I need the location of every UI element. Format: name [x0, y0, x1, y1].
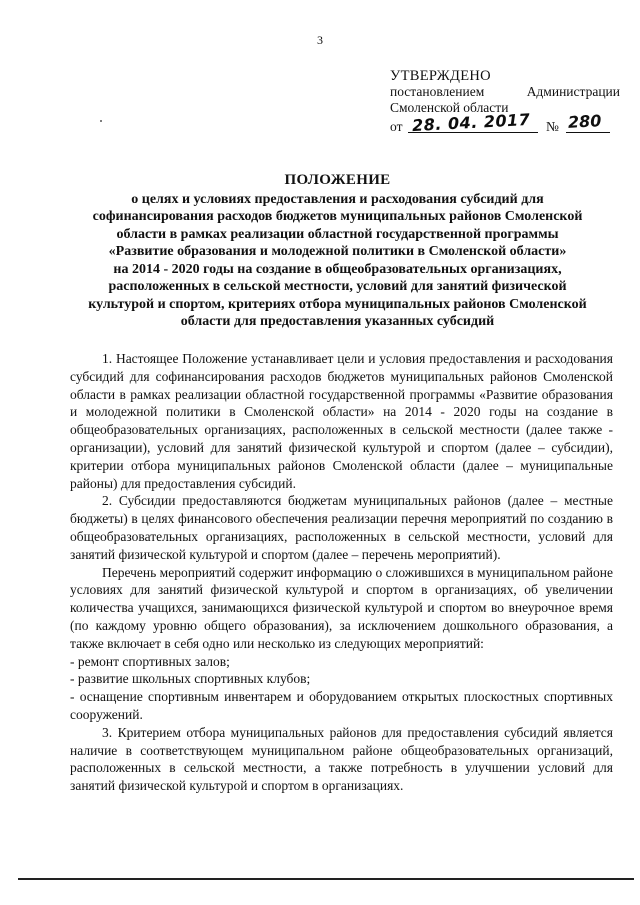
approval-block: [390, 68, 620, 137]
number-sign: №: [546, 119, 559, 134]
approval-administration-word: Администрации: [526, 84, 620, 99]
title-line: софинансирования расходов бюджетов муниципальных районов Смоленской: [92, 209, 583, 224]
title-heading: ПОЛОЖЕНИЕ: [284, 172, 391, 188]
approval-date-number-row: [390, 109, 620, 137]
paragraph-2: 2. Субсидии предоставляются бюджетам муниципальных районов (далее – местные бюджеты) в целях финансового обеспечения реализации перечня мероприятий по созданию в общеобразовательных организациях, расположенных в сельской местности, условий для занятий физической культурой и спортом (далее – перечень мероприятий).: [70, 493, 613, 562]
list-item: - ремонт спортивных залов;: [70, 653, 230, 669]
speck-mark: [100, 120, 102, 122]
title-line: расположенных в сельской местности, условий для занятий физической: [108, 279, 567, 294]
approval-date-prefix: от: [390, 119, 403, 134]
approval-resolution-word: постановлением: [390, 84, 485, 99]
title-line: о целях и условиях предоставления и расходования субсидий для: [131, 191, 544, 207]
paragraph-measures: Перечень мероприятий содержит информацию о сложившихся в муниципальном районе условиях для занятий физической культурой и спортом в организациях, об увеличении количества учащихся, занимающихся физической культурой и спортом во внеурочное время (по каждому уровню общего образования), за исключением дошкольного образования, а также включает в себя одно или несколько из следующих мероприятий:: [70, 564, 613, 651]
title-line: культурой и спортом, критериях отбора муниципальных районов Смоленской: [88, 296, 587, 312]
approval-title: УТВЕРЖДЕНО: [390, 68, 491, 84]
title-line: на 2014 - 2020 годы на создание в общеобразовательных организациях,: [113, 261, 562, 277]
paragraph-3: 3. Критерием отбора муниципальных районов для предоставления субсидий является наличие в соответствующем муниципальном районе общеобразовательных организаций, расположенных в сельской местности, а также потребность в улучшении условий для занятий физической культурой и спортом в организациях.: [70, 724, 613, 794]
approval-region: Смоленской области: [390, 100, 509, 115]
document-title: [55, 172, 620, 331]
bottom-rule: [18, 878, 634, 880]
number-underline: [566, 132, 610, 133]
title-line: «Развитие образования и молодежной политики в Смоленской области»: [108, 244, 567, 259]
list-item: - развитие школьных спортивных клубов;: [70, 671, 311, 687]
approval-line-1: [390, 84, 620, 100]
handwritten-number: 280: [567, 111, 602, 132]
page-number: 3: [317, 33, 323, 47]
handwritten-date: 28. 04. 2017: [411, 109, 531, 136]
paragraph-1: 1. Настоящее Положение устанавливает цели и условия предоставления и расходования субсидий для софинансирования расходов бюджетов муниципальных районов Смоленской области в рамках реализации областной государственной программы «Развитие образования и молодежной политики в Смоленской области» на 2014 - 2020 годы на создание в общеобразовательных организациях, расположенных в сельской местности (далее также - организации), условий для занятий физической культурой и спортом (далее – субсидии), критерии отбора муниципальных районов Смоленской области (далее – муниципальные районы) для предоставления субсидий.: [70, 351, 613, 491]
document-body: [70, 350, 613, 795]
list-item: - оснащение спортивным инвентарем и оборудованием открытых плоскостных спортивных сооружений.: [70, 689, 613, 722]
title-line: области для предоставления указанных субсидий: [180, 314, 495, 329]
title-line: области в рамках реализации областной государственной программы: [116, 226, 559, 242]
